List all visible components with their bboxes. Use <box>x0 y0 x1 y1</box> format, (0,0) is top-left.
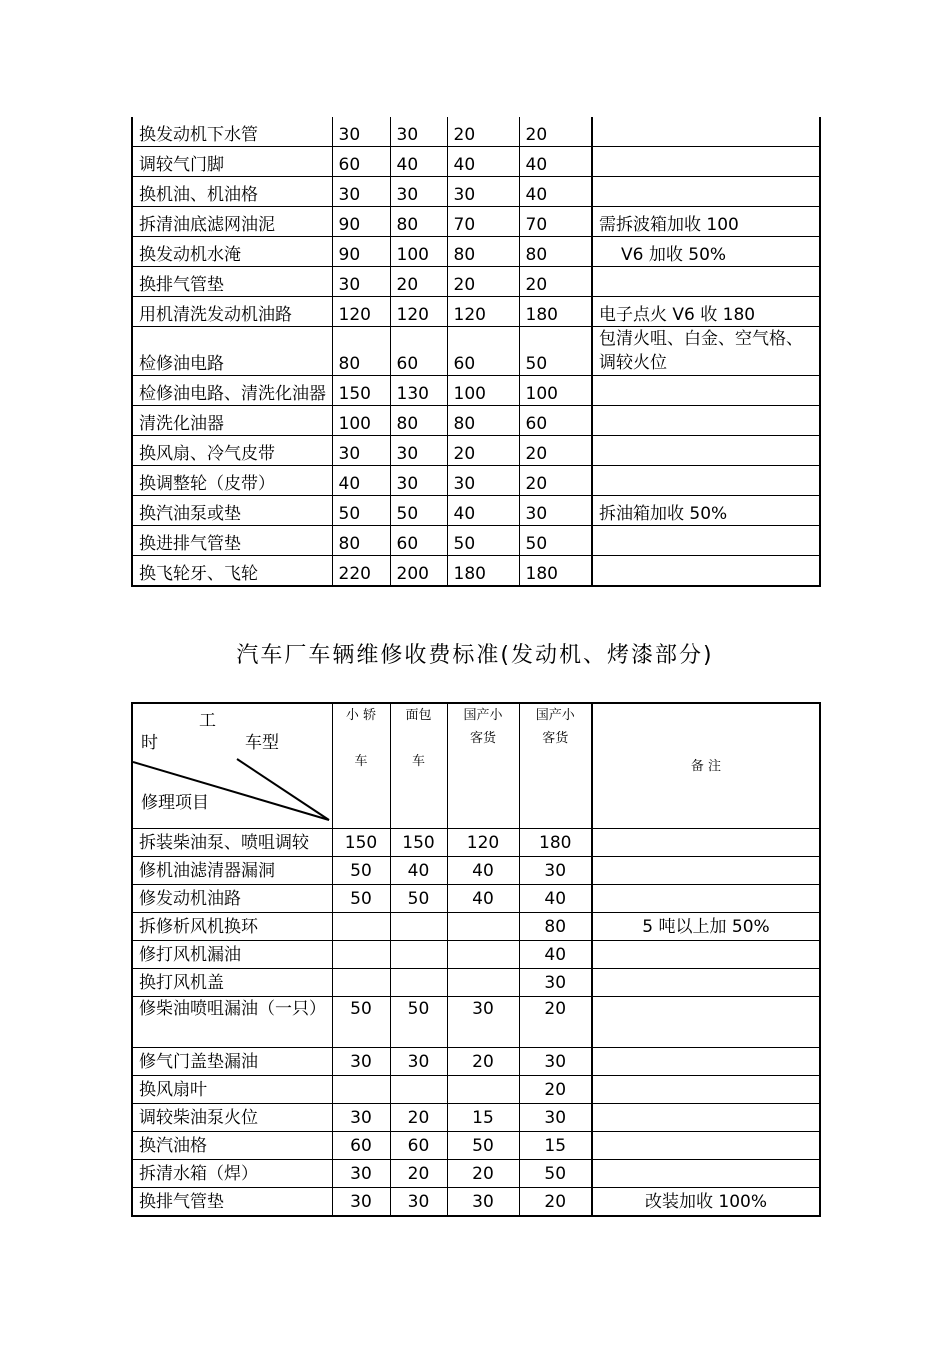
value-cell: 50 <box>519 526 592 556</box>
value-cell: 100 <box>390 237 447 267</box>
header-col-domestic-1: 国产小 客货 <box>447 703 519 829</box>
value-cell: 180 <box>519 556 592 587</box>
table-row <box>132 969 820 997</box>
header-col-sedan: 小 轿 车 <box>332 703 390 829</box>
value-cell: 150 <box>332 829 390 857</box>
value-cell: 150 <box>390 829 447 857</box>
value-cell: 30 <box>390 436 447 466</box>
document-title: 汽车厂车辆维修收费标准(发动机、烤漆部分) <box>236 643 714 668</box>
value-cell: 70 <box>447 207 519 237</box>
value-cell: 80 <box>332 526 390 556</box>
value-cell: 120 <box>447 829 519 857</box>
value-cell: 50 <box>447 1132 519 1160</box>
value-cell: 30 <box>390 466 447 496</box>
item-cell: 换机油、机油格 <box>132 177 332 207</box>
note-cell <box>592 885 820 913</box>
value-cell: 120 <box>390 297 447 327</box>
table-row <box>132 177 820 207</box>
item-cell: 调较气门脚 <box>132 147 332 177</box>
table-row <box>132 885 820 913</box>
value-cell: 30 <box>390 177 447 207</box>
value-cell: 180 <box>447 556 519 587</box>
note-cell <box>592 857 820 885</box>
value-cell: 15 <box>519 1132 592 1160</box>
value-cell: 130 <box>390 376 447 406</box>
value-cell: 100 <box>519 376 592 406</box>
value-cell: 20 <box>390 267 447 297</box>
item-cell: 换打风机盖 <box>132 969 332 997</box>
value-cell: 30 <box>332 177 390 207</box>
table-row <box>132 526 820 556</box>
table-row <box>132 496 820 526</box>
value-cell: 80 <box>390 207 447 237</box>
value-cell: 60 <box>390 1132 447 1160</box>
note-cell: 5 吨以上加 50% <box>592 913 820 941</box>
note-cell <box>592 997 820 1048</box>
item-cell: 清洗化油器 <box>132 406 332 436</box>
header-xiuli: 修理项目 <box>141 793 209 813</box>
table-row <box>132 436 820 466</box>
value-cell: 70 <box>519 207 592 237</box>
value-cell: 30 <box>447 997 519 1048</box>
value-cell: 60 <box>390 526 447 556</box>
value-cell: 20 <box>519 466 592 496</box>
value-cell <box>332 941 390 969</box>
note-cell <box>592 267 820 297</box>
value-cell: 20 <box>447 1160 519 1188</box>
value-cell <box>390 913 447 941</box>
note-cell <box>592 1160 820 1188</box>
note-cell <box>592 556 820 587</box>
item-cell: 拆修析风机换环 <box>132 913 332 941</box>
value-cell: 30 <box>332 1048 390 1076</box>
item-cell: 修柴油喷咀漏油（一只） <box>132 997 332 1048</box>
header-chexing: 车型 <box>245 733 279 753</box>
table-row <box>132 1188 820 1217</box>
table-row <box>132 1132 820 1160</box>
value-cell: 80 <box>390 406 447 436</box>
table-row <box>132 1048 820 1076</box>
item-cell: 检修油电路、清洗化油器 <box>132 376 332 406</box>
value-cell <box>447 941 519 969</box>
table-row <box>132 1160 820 1188</box>
item-cell: 换汽油格 <box>132 1132 332 1160</box>
item-cell: 换发动机水淹 <box>132 237 332 267</box>
value-cell: 40 <box>332 466 390 496</box>
value-cell: 80 <box>447 406 519 436</box>
table-row <box>132 327 820 376</box>
note-cell <box>592 177 820 207</box>
value-cell: 20 <box>519 117 592 147</box>
value-cell: 60 <box>332 147 390 177</box>
table-row <box>132 941 820 969</box>
item-cell: 修气门盖垫漏油 <box>132 1048 332 1076</box>
note-cell <box>592 436 820 466</box>
value-cell <box>332 1076 390 1104</box>
value-cell: 30 <box>390 1188 447 1217</box>
engine-paint-fee-table <box>131 702 821 1217</box>
item-cell: 调较柴油泵火位 <box>132 1104 332 1132</box>
value-cell: 30 <box>447 1188 519 1217</box>
item-cell: 换排气管垫 <box>132 267 332 297</box>
header-col-domestic-2: 国产小 客货 <box>519 703 592 829</box>
note-cell <box>592 941 820 969</box>
value-cell: 50 <box>519 1160 592 1188</box>
value-cell: 50 <box>390 496 447 526</box>
value-cell: 30 <box>519 496 592 526</box>
value-cell: 40 <box>447 147 519 177</box>
value-cell: 30 <box>390 117 447 147</box>
item-cell: 换飞轮牙、飞轮 <box>132 556 332 587</box>
value-cell: 20 <box>447 436 519 466</box>
item-cell: 换汽油泵或垫 <box>132 496 332 526</box>
value-cell: 50 <box>332 857 390 885</box>
value-cell: 180 <box>519 829 592 857</box>
value-cell: 40 <box>519 941 592 969</box>
note-cell <box>592 1048 820 1076</box>
value-cell: 50 <box>519 327 592 376</box>
note-cell: 电子点火 V6 收 180 <box>592 297 820 327</box>
value-cell <box>447 1076 519 1104</box>
value-cell: 50 <box>332 997 390 1048</box>
item-cell: 修机油滤清器漏洞 <box>132 857 332 885</box>
table-row <box>132 997 820 1048</box>
value-cell: 40 <box>447 857 519 885</box>
table-row <box>132 829 820 857</box>
value-cell: 80 <box>332 327 390 376</box>
value-cell: 60 <box>390 327 447 376</box>
value-cell: 30 <box>519 969 592 997</box>
value-cell: 40 <box>390 857 447 885</box>
header-shi: 时 <box>141 733 158 753</box>
table-row <box>132 117 820 147</box>
value-cell: 80 <box>519 237 592 267</box>
value-cell: 50 <box>332 885 390 913</box>
table-header-row <box>132 703 820 829</box>
value-cell: 30 <box>332 1104 390 1132</box>
note-cell: 拆油箱加收 50% <box>592 496 820 526</box>
value-cell: 60 <box>519 406 592 436</box>
value-cell: 50 <box>390 997 447 1048</box>
table-row <box>132 237 820 267</box>
diagonal-header-cell <box>132 703 332 829</box>
value-cell: 15 <box>447 1104 519 1132</box>
value-cell: 50 <box>447 526 519 556</box>
value-cell: 220 <box>332 556 390 587</box>
header-col-note: 备 注 <box>592 703 820 829</box>
item-cell: 检修油电路 <box>132 327 332 376</box>
value-cell: 50 <box>390 885 447 913</box>
value-cell <box>332 969 390 997</box>
item-cell: 换风扇叶 <box>132 1076 332 1104</box>
value-cell <box>390 969 447 997</box>
table-row <box>132 857 820 885</box>
value-cell: 150 <box>332 376 390 406</box>
item-cell: 换调整轮（皮带） <box>132 466 332 496</box>
value-cell: 30 <box>332 267 390 297</box>
value-cell: 40 <box>519 885 592 913</box>
value-cell: 40 <box>447 496 519 526</box>
item-cell: 拆清油底滤网油泥 <box>132 207 332 237</box>
note-cell <box>592 526 820 556</box>
value-cell: 40 <box>519 177 592 207</box>
value-cell <box>447 913 519 941</box>
value-cell: 120 <box>447 297 519 327</box>
note-cell <box>592 117 820 147</box>
value-cell: 40 <box>447 885 519 913</box>
value-cell: 20 <box>447 267 519 297</box>
table-row <box>132 207 820 237</box>
value-cell: 30 <box>332 436 390 466</box>
value-cell: 20 <box>519 267 592 297</box>
table-row <box>132 147 820 177</box>
value-cell: 30 <box>447 466 519 496</box>
note-cell: 包清火咀、白金、空气格、调较火位 <box>592 327 820 376</box>
value-cell: 30 <box>447 177 519 207</box>
value-cell <box>390 941 447 969</box>
value-cell: 60 <box>332 1132 390 1160</box>
value-cell: 40 <box>390 147 447 177</box>
note-cell <box>592 406 820 436</box>
value-cell: 30 <box>519 1104 592 1132</box>
value-cell: 20 <box>447 1048 519 1076</box>
note-cell <box>592 969 820 997</box>
value-cell: 200 <box>390 556 447 587</box>
item-cell: 换发动机下水管 <box>132 117 332 147</box>
table-row <box>132 376 820 406</box>
header-gong: 工 <box>199 711 216 731</box>
value-cell: 30 <box>390 1048 447 1076</box>
note-cell: V6 加收 50% <box>592 237 820 267</box>
item-cell: 修发动机油路 <box>132 885 332 913</box>
value-cell: 20 <box>447 117 519 147</box>
value-cell: 20 <box>519 997 592 1048</box>
value-cell: 20 <box>519 1188 592 1217</box>
table-row <box>132 297 820 327</box>
table-row <box>132 406 820 436</box>
note-cell <box>592 376 820 406</box>
item-cell: 拆装柴油泵、喷咀调较 <box>132 829 332 857</box>
value-cell: 20 <box>519 1076 592 1104</box>
item-cell: 换进排气管垫 <box>132 526 332 556</box>
value-cell: 30 <box>519 1048 592 1076</box>
value-cell: 20 <box>390 1160 447 1188</box>
value-cell: 120 <box>332 297 390 327</box>
item-cell: 换排气管垫 <box>132 1188 332 1217</box>
note-cell <box>592 1104 820 1132</box>
value-cell: 80 <box>447 237 519 267</box>
note-cell <box>592 147 820 177</box>
table-row <box>132 1104 820 1132</box>
value-cell: 40 <box>519 147 592 177</box>
table-row <box>132 1076 820 1104</box>
value-cell: 30 <box>332 1188 390 1217</box>
value-cell: 90 <box>332 237 390 267</box>
value-cell: 90 <box>332 207 390 237</box>
value-cell <box>332 913 390 941</box>
table-row <box>132 466 820 496</box>
value-cell <box>447 969 519 997</box>
item-cell: 修打风机漏油 <box>132 941 332 969</box>
value-cell: 20 <box>390 1104 447 1132</box>
item-cell: 用机清洗发动机油路 <box>132 297 332 327</box>
table-row <box>132 556 820 587</box>
value-cell: 50 <box>332 496 390 526</box>
value-cell: 30 <box>332 117 390 147</box>
value-cell: 30 <box>332 1160 390 1188</box>
value-cell: 20 <box>519 436 592 466</box>
note-cell <box>592 1132 820 1160</box>
note-cell <box>592 466 820 496</box>
value-cell: 60 <box>447 327 519 376</box>
item-cell: 换风扇、冷气皮带 <box>132 436 332 466</box>
table-row <box>132 267 820 297</box>
item-cell: 拆清水箱（焊） <box>132 1160 332 1188</box>
table-row <box>132 913 820 941</box>
value-cell: 180 <box>519 297 592 327</box>
note-cell: 需拆波箱加收 100 <box>592 207 820 237</box>
value-cell: 80 <box>519 913 592 941</box>
note-cell: 改装加收 100% <box>592 1188 820 1217</box>
engine-labor-table-continued <box>131 117 821 587</box>
note-cell <box>592 1076 820 1104</box>
value-cell: 30 <box>519 857 592 885</box>
value-cell: 100 <box>332 406 390 436</box>
header-col-van: 面包 车 <box>390 703 447 829</box>
note-cell <box>592 829 820 857</box>
value-cell: 100 <box>447 376 519 406</box>
value-cell <box>390 1076 447 1104</box>
